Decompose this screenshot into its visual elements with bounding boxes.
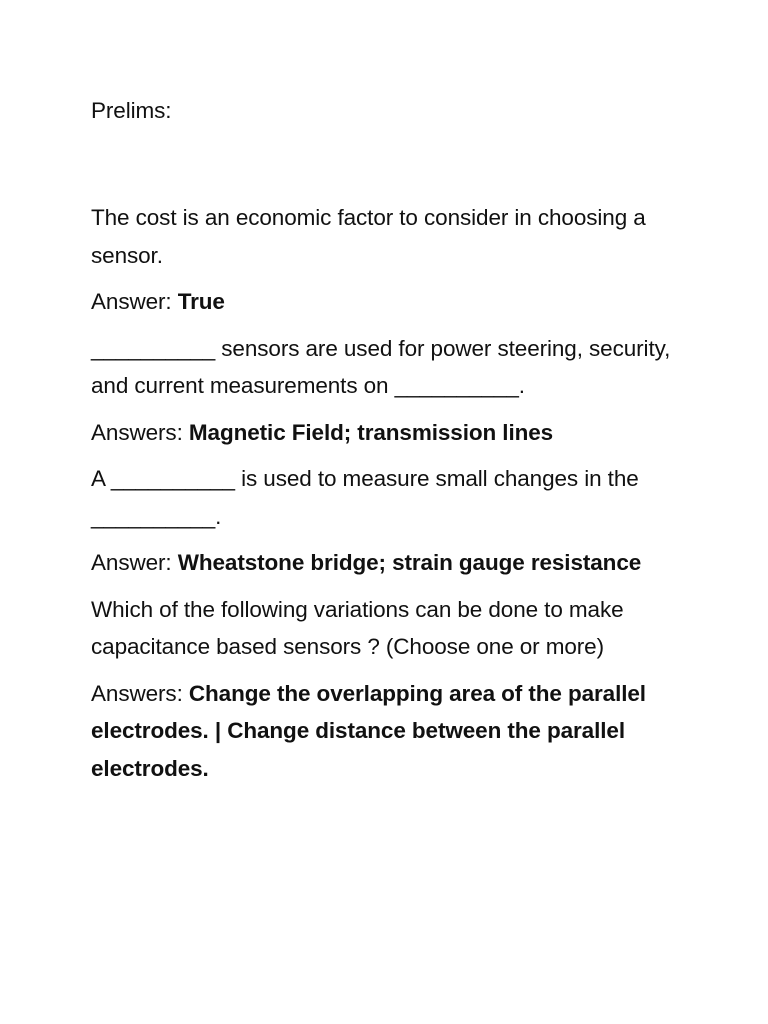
document-page xyxy=(91,92,691,787)
answer-3-label: Answer: xyxy=(91,550,172,575)
answer-4 xyxy=(91,675,691,788)
question-1: The cost is an economic factor to consider in choosing a sensor. xyxy=(91,205,646,268)
answer-1-label: Answer: xyxy=(91,289,172,314)
answer-2-text: Magnetic Field; transmission lines xyxy=(188,419,554,445)
answer-3-text: Wheatstone bridge; strain gauge resistance xyxy=(177,550,642,575)
answer-1-text: True xyxy=(177,289,225,314)
answer-2-label: Answers: xyxy=(91,419,183,445)
answer-3 xyxy=(91,544,691,582)
answer-4-label: Answers: xyxy=(91,680,183,706)
answer-2 xyxy=(91,414,691,452)
question-4: Which of the following variations can be done to make capacitance based sensors ? (Choose one or more) xyxy=(91,596,624,659)
question-2: __________ sensors are used for power steering, security, and current measurements on __________. xyxy=(91,335,671,398)
answer-1 xyxy=(91,283,691,321)
question-3: A __________ is used to measure small changes in the __________. xyxy=(91,466,639,529)
page-heading: Prelims: xyxy=(91,98,172,123)
answer-4-text: Change the overlapping area of the parallel electrodes. | Change distance between the parallel electrodes. xyxy=(91,680,646,781)
